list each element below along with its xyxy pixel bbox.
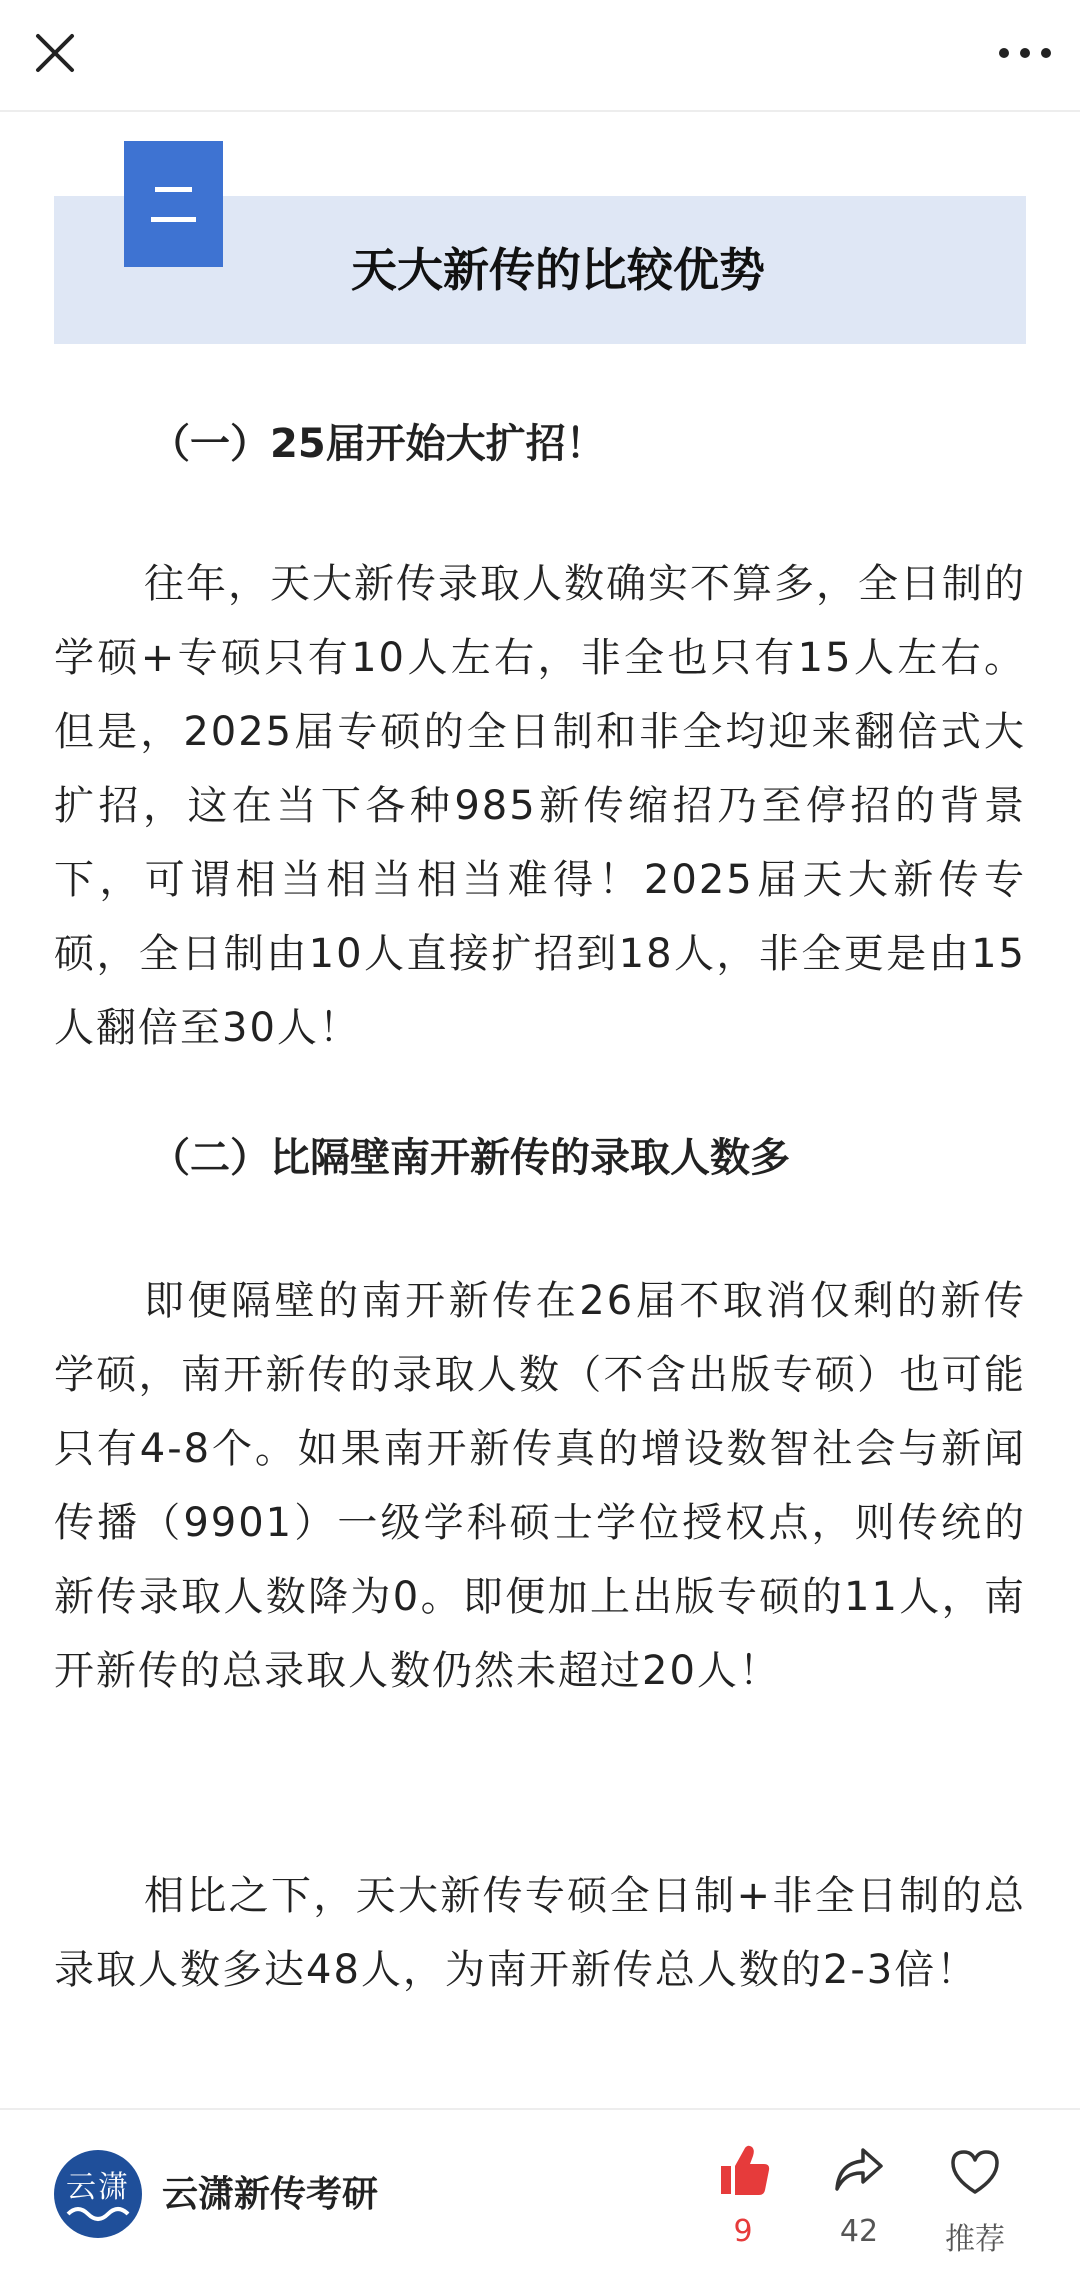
- share-count: 42: [839, 2214, 879, 2249]
- thumbs-up-icon: [713, 2140, 773, 2200]
- paragraph-3: 相比之下，天大新传专硕全日制+非全日制的总录取人数多达48人，为南开新传总人数的2-3倍！: [54, 1873, 1026, 1993]
- avatar-logo-text: 云潇: [66, 2170, 130, 2205]
- share-button[interactable]: [804, 2140, 914, 2250]
- recommend-label: 推荐: [945, 2222, 1005, 2257]
- top-bar: [0, 0, 1080, 112]
- like-count: 9: [733, 2214, 753, 2249]
- paragraph-2: 即便隔壁的南开新传在26届不取消仅剩的新传学硕，南开新传的录取人数（不含出版专硕）也可能只有4-8个。如果南开新传真的增设数智社会与新闻传播（9901）一级学科硕士学位授权点，则传统的新传录取人数降为0。即便加上出版专硕的11人，南开新传的总录取人数仍然未超过20人！: [54, 1278, 1026, 1694]
- cloud-wave-icon: [54, 2150, 142, 2238]
- heart-icon: [945, 2140, 1005, 2200]
- section-title: 天大新传的比较优势: [351, 243, 765, 297]
- subhead-2: （二）比隔壁南开新传的录取人数多: [150, 1135, 790, 1181]
- share-arrow-icon: [829, 2140, 889, 2200]
- bottom-bar: [0, 2108, 1080, 2274]
- more-horizontal-icon[interactable]: [992, 20, 1058, 86]
- close-icon[interactable]: [22, 20, 88, 86]
- article-content: [0, 112, 1080, 2107]
- subhead-1: （一）25届开始大扩招！: [150, 421, 606, 467]
- paragraph-1: 往年，天大新传录取人数确实不算多，全日制的学硕+专硕只有10人左右，非全也只有15人左右。但是，2025届专硕的全日制和非全均迎来翻倍式大扩招，这在当下各种985新传缩招乃至停招的背景下，可谓相当相当相当难得！2025届天大新传专硕，全日制由10人直接扩招到18人，非全更是由15人翻倍至30人！: [54, 561, 1026, 1051]
- account-name[interactable]: 云潇新传考研: [162, 2174, 379, 2215]
- like-button[interactable]: [688, 2140, 798, 2250]
- recommend-button[interactable]: [920, 2140, 1030, 2257]
- account-avatar[interactable]: [54, 2150, 142, 2238]
